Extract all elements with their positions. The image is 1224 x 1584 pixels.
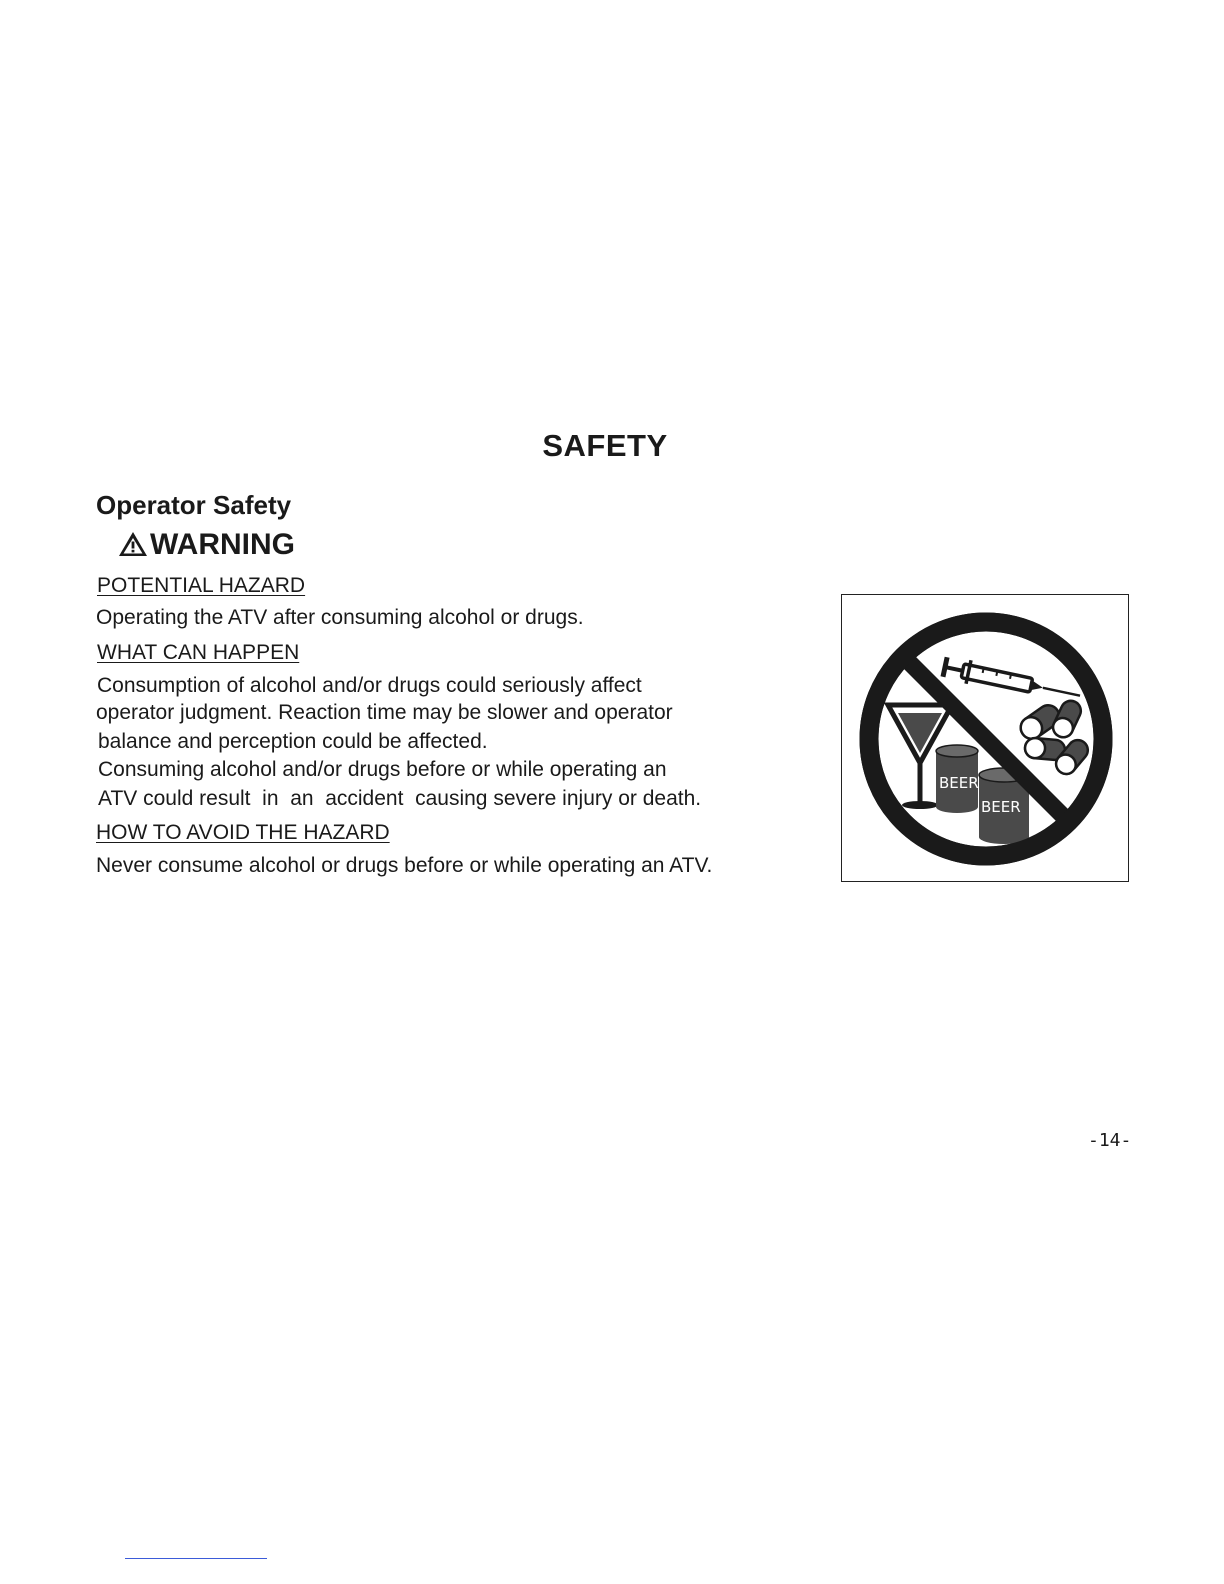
- illustration-frame: [841, 594, 1129, 882]
- page-title: SAFETY: [542, 428, 668, 463]
- how-to-avoid-text: Never consume alcohol or drugs before or while operating an ATV.: [96, 854, 713, 877]
- what-can-happen-heading: WHAT CAN HAPPEN: [97, 641, 300, 664]
- what-can-happen-line: Consumption of alcohol and/or drugs could seriously affect: [97, 674, 642, 697]
- how-to-avoid-heading: HOW TO AVOID THE HAZARD: [96, 821, 390, 844]
- what-can-happen-line: ATV could result in an accident causing severe injury or death.: [98, 787, 702, 810]
- footer-rule: [125, 1558, 267, 1559]
- beer-label-1: BEER: [939, 774, 979, 792]
- potential-hazard-heading: POTENTIAL HAZARD: [97, 574, 306, 597]
- warning-header: [118, 528, 295, 562]
- what-can-happen-line: Consuming alcohol and/or drugs before or while operating an: [98, 758, 667, 781]
- warning-label: WARNING: [150, 528, 295, 561]
- beer-label-2: BEER: [981, 798, 1021, 816]
- what-can-happen-line: operator judgment. Reaction time may be slower and operator: [96, 701, 673, 724]
- section-title: Operator Safety: [96, 490, 292, 520]
- no-alcohol-or-drugs-icon: [842, 595, 1127, 880]
- warning-triangle-icon: [118, 531, 148, 557]
- what-can-happen-line: balance and perception could be affected.: [98, 730, 488, 753]
- beer-can-icon: [936, 745, 979, 813]
- page-number: -14-: [1088, 1130, 1132, 1151]
- potential-hazard-text: Operating the ATV after consuming alcohol or drugs.: [96, 606, 584, 629]
